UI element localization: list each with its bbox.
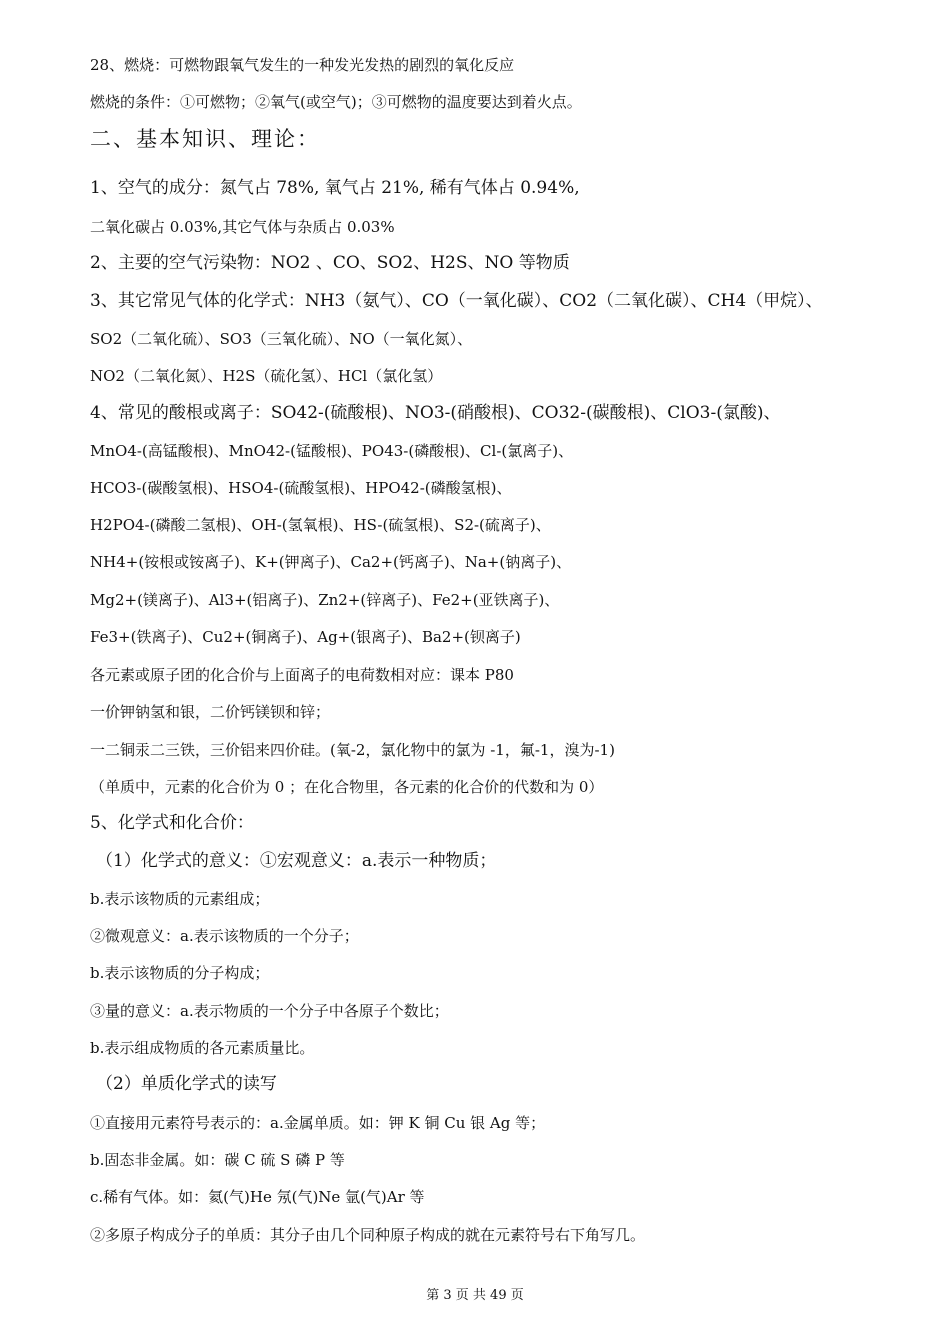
section-heading: 二、基本知识、理论： [90,127,320,151]
text-line-metals: ①直接用元素符号表示的：a.金属单质。如：钾 K 铜 Cu 银 Ag 等； [90,1114,546,1132]
text-line-gas-formulas: 3、其它常见气体的化学式：NH3（氨气）、CO（一氧化碳）、CO2（二氧化碳）、CH4（甲烷）、 [90,291,823,311]
text-line-valence-rhyme-1: 一价钾钠氢和银，二价钙镁钡和锌； [90,703,331,721]
text-line-quantity-meaning-b: b.表示组成物质的各元素质量比。 [90,1039,315,1057]
text-line-ions-2: HCO3-(碳酸氢根)、HSO4-(硫酸氢根)、HPO42-(磷酸氢根)、 [90,479,512,497]
text-line-polyatomic: ②多原子构成分子的单质：其分子由几个同种原子构成的就在元素符号右下角写几。 [90,1226,646,1244]
text-line-valence-rhyme-2: 一二铜汞二三铁，三价铝来四价硅。(氧-2，氯化物中的氯为 -1，氟-1，溴为-1) [90,741,615,759]
text-line-ions-4: NH4+(铵根或铵离子)、K+(钾离子)、Ca2+(钙离子)、Na+(钠离子)、 [90,553,572,571]
subsection-heading-formula-valence: 5、化学式和化合价： [90,813,254,833]
text-line-acid-radicals: 4、常见的酸根或离子：SO42-(硫酸根)、NO3-(硝酸根)、CO32-(碳酸根)、ClO3-(氯酸)、 [90,403,781,423]
text-line-valence-rule: （单质中，元素的化合价为 0 ；在化合物里，各元素的化合价的代数和为 0） [90,778,604,796]
text-line-micro-meaning: ②微观意义：a.表示该物质的一个分子； [90,927,359,945]
text-line-combustion-conditions: 燃烧的条件：①可燃物；②氧气(或空气)；③可燃物的温度要达到着火点。 [90,93,582,111]
text-line-combustion-definition: 28、燃烧：可燃物跟氧气发生的一种发光发热的剧烈的氧化反应 [90,56,515,74]
page-number-footer: 第 3 页 共 49 页 [426,1288,524,1303]
text-line-ions-5: Mg2+(镁离子)、Al3+(铝离子)、Zn2+(锌离子)、Fe2+(亚铁离子)、 [90,591,560,609]
text-line-element-formula-heading: （2）单质化学式的读写 [96,1074,277,1094]
text-line-valence-note: 各元素或原子团的化合价与上面离子的电荷数相对应：课本 P80 [90,666,514,684]
text-line-gas-formulas-cont-2: NO2（二氧化氮）、H2S（硫化氢）、HCl（氯化氢） [90,367,443,385]
text-line-nonmetals: b.固态非金属。如：碳 C 硫 S 磷 P 等 [90,1151,345,1169]
text-line-noble-gases: c.稀有气体。如：氦(气)He 氖(气)Ne 氩(气)Ar 等 [90,1188,425,1206]
text-line-air-composition: 1、空气的成分：氮气占 78%, 氧气占 21%, 稀有气体占 0.94%, [90,178,580,198]
text-line-formula-meaning: （1）化学式的意义：①宏观意义：a.表示一种物质； [96,851,497,871]
text-line-ions-3: H2PO4-(磷酸二氢根)、OH-(氢氧根)、HS-(硫氢根)、S2-(硫离子)、 [90,516,551,534]
text-line-quantity-meaning: ③量的意义：a.表示物质的一个分子中各原子个数比； [90,1002,449,1020]
text-line-gas-formulas-cont-1: SO2（二氧化硫）、SO3（三氧化硫）、NO（一氧化氮）、 [90,330,473,348]
text-line-ions-6: Fe3+(铁离子)、Cu2+(铜离子)、Ag+(银离子)、Ba2+(钡离子) [90,628,521,646]
text-line-air-composition-cont: 二氧化碳占 0.03%,其它气体与杂质占 0.03% [90,218,395,236]
text-line-ions-1: MnO4-(高锰酸根)、MnO42-(锰酸根)、PO43-(磷酸根)、Cl-(氯离子)、 [90,442,574,460]
text-line-air-pollutants: 2、主要的空气污染物：NO2 、CO、SO2、H2S、NO 等物质 [90,253,570,273]
text-line-micro-meaning-b: b.表示该物质的分子构成； [90,964,270,982]
text-line-formula-meaning-b: b.表示该物质的元素组成； [90,890,270,908]
